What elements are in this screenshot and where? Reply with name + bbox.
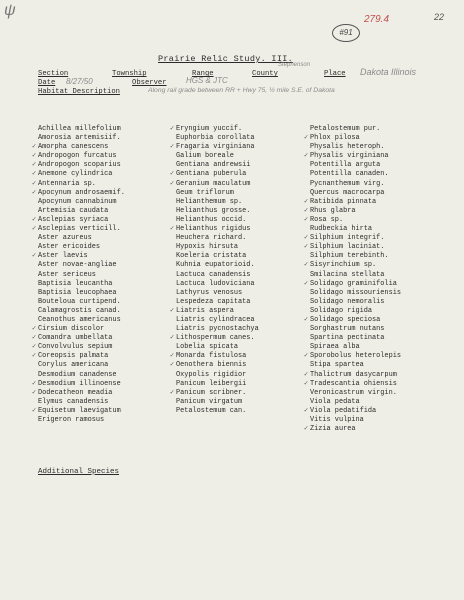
species-name: Desmodium canadense <box>38 370 117 379</box>
check-mark-icon: ✓ <box>32 325 37 334</box>
species-row <box>38 289 125 298</box>
place-value: Dakota Illinois <box>360 67 417 77</box>
check-mark-icon: ✓ <box>32 215 37 224</box>
species-row <box>310 289 401 298</box>
species-name: Physalis virginiana <box>310 152 389 161</box>
species-row <box>304 315 401 325</box>
species-name: Aster novae-angliae <box>38 261 117 270</box>
species-name: Oenothera biennis <box>176 361 247 370</box>
species-row <box>170 334 259 343</box>
species-name: Sisyrinchium sp. <box>310 261 377 270</box>
species-row <box>310 189 401 198</box>
species-row <box>310 298 401 307</box>
corner-pencil-mark: ψ <box>4 2 16 19</box>
species-name: Andropogon scoparius <box>38 161 121 170</box>
species-row <box>304 243 401 252</box>
species-name: Liatris cylindracea <box>176 315 255 324</box>
species-name: Apocynum cannabinum <box>38 197 117 206</box>
species-name: Silphium terebinth. <box>310 252 389 261</box>
species-row <box>170 306 259 316</box>
species-row <box>38 361 125 370</box>
check-mark-icon: ✓ <box>304 243 309 252</box>
species-row <box>170 388 259 398</box>
species-row <box>38 134 125 143</box>
species-row <box>310 161 401 170</box>
species-column-3 <box>304 125 401 434</box>
species-row <box>32 379 125 389</box>
species-row <box>32 325 125 334</box>
check-mark-icon: ✓ <box>304 379 309 388</box>
page-title: Prairie Relic Study. III. <box>158 54 294 64</box>
species-name: Asclepias verticill. <box>38 225 121 234</box>
species-row <box>176 371 259 380</box>
check-mark-icon: ✓ <box>304 261 309 270</box>
species-name: Galium boreale <box>176 152 234 161</box>
species-row <box>32 388 125 398</box>
species-name: Helianthus rigidus <box>176 225 251 234</box>
species-name: Quercus macrocarpa <box>310 188 385 197</box>
species-name: Panicum virgatum <box>176 397 243 406</box>
species-name: Gentiana puberula <box>176 170 247 179</box>
check-mark-icon: ✓ <box>32 225 37 234</box>
check-mark-icon: ✓ <box>32 152 37 161</box>
species-row <box>310 361 401 370</box>
species-row <box>304 261 401 270</box>
species-name: Smilacina stellata <box>310 270 385 279</box>
check-mark-icon: ✓ <box>304 197 309 206</box>
circled-record-number: #91 <box>332 24 360 42</box>
species-row <box>310 398 401 407</box>
check-mark-icon: ✓ <box>304 279 309 288</box>
species-name: Ceanothus americanus <box>38 315 121 324</box>
species-name: Baptisia leucophaea <box>38 288 117 297</box>
species-row <box>176 198 259 207</box>
species-name: Liatris aspera <box>176 306 234 315</box>
species-row <box>32 352 125 361</box>
species-name: Achillea millefolium <box>38 125 121 133</box>
species-row <box>304 197 401 207</box>
species-row <box>304 279 401 289</box>
species-row <box>38 243 125 252</box>
species-name: Hypoxis hirsuta <box>176 243 239 252</box>
species-name: Eryngium yuccif. <box>176 125 243 133</box>
species-name: Rosa sp. <box>310 215 344 224</box>
species-name: Baptisia leucantha <box>38 279 113 288</box>
check-mark-icon: ✓ <box>170 361 175 370</box>
species-row <box>176 161 259 170</box>
habitat-label: Habitat Description <box>38 88 120 96</box>
date-value: 8/27/50 <box>66 77 93 86</box>
check-mark-icon: ✓ <box>170 125 175 133</box>
species-name: Lactuca ludoviciana <box>176 279 255 288</box>
species-column-1 <box>32 125 125 425</box>
page-number: 22 <box>434 12 445 22</box>
species-row <box>310 416 401 425</box>
species-row <box>38 298 125 307</box>
check-mark-icon: ✓ <box>170 306 175 315</box>
check-mark-icon: ✓ <box>170 143 175 152</box>
check-mark-icon: ✓ <box>304 315 309 324</box>
species-row <box>304 234 401 243</box>
species-name: Elymus canadensis <box>38 397 109 406</box>
species-name: Geranium maculatum <box>176 179 251 188</box>
species-row <box>310 143 401 152</box>
species-row <box>310 125 401 134</box>
species-row <box>176 298 259 307</box>
additional-species-label: Additional Species <box>38 468 120 476</box>
species-name: Convolvulus sepium <box>38 343 113 352</box>
species-row <box>32 170 125 179</box>
species-row <box>176 216 259 225</box>
species-name: Viola pedata <box>310 397 360 406</box>
species-name: Kuhnia eupatorioid. <box>176 261 255 270</box>
species-name: Lithospermum canes. <box>176 334 255 343</box>
species-row <box>32 343 125 352</box>
habitat-value: Along rail grade between RR + Hwy 75, ½ mile S.E. of Dakota <box>148 87 335 94</box>
species-name: Solidago speciosa <box>310 315 381 324</box>
species-row <box>170 179 259 189</box>
species-row <box>176 152 259 161</box>
species-row <box>176 234 259 243</box>
species-name: Viola pedatifida <box>310 406 377 415</box>
red-catalog-number: 279.4 <box>364 14 390 25</box>
species-row <box>170 352 259 361</box>
species-name: Lobelia spicata <box>176 343 239 352</box>
species-name: Artemisia caudata <box>38 206 109 215</box>
species-name: Petalostemum can. <box>176 406 247 415</box>
species-name: Solidago missouriensis <box>310 288 401 297</box>
species-row <box>38 198 125 207</box>
species-name: Coreopsis palmata <box>38 352 109 361</box>
species-name: Vitis vulpina <box>310 416 364 424</box>
check-mark-icon: ✓ <box>304 206 309 215</box>
species-row <box>32 252 125 261</box>
species-name: Pycnanthemum virg. <box>310 179 385 188</box>
place-label: Place <box>324 70 346 78</box>
species-row <box>38 261 125 270</box>
species-name: Stipa spartea <box>310 361 364 370</box>
check-mark-icon: ✓ <box>32 161 37 170</box>
species-name: Andropogon furcatus <box>38 152 117 161</box>
species-row <box>38 307 125 316</box>
species-name: Solidago graminifolia <box>310 279 397 288</box>
species-name: Fragaria virginiana <box>176 143 255 152</box>
species-name: Antennaria sp. <box>38 179 96 188</box>
species-name: Aster laevis <box>38 252 88 261</box>
species-row <box>176 380 259 389</box>
species-name: Helianthus grosse. <box>176 206 251 215</box>
species-row <box>32 334 125 343</box>
township-label: Township <box>112 70 147 78</box>
species-row <box>310 225 401 234</box>
species-name: Geum triflorum <box>176 188 234 197</box>
species-name: Rhus glabra <box>310 206 356 215</box>
species-row <box>310 252 401 261</box>
species-row <box>32 143 125 152</box>
species-row <box>38 234 125 243</box>
species-row <box>38 398 125 407</box>
species-row <box>38 280 125 289</box>
species-name: Ratibida pinnata <box>310 197 377 206</box>
species-row <box>38 125 125 134</box>
species-row <box>176 252 259 261</box>
species-row <box>38 271 125 280</box>
species-row <box>176 407 259 416</box>
species-name: Dodecatheon meadia <box>38 388 113 397</box>
species-name: Zizia aurea <box>310 425 356 434</box>
species-name: Asclepias syriaca <box>38 215 109 224</box>
species-name: Potentilla arguta <box>310 161 381 170</box>
check-mark-icon: ✓ <box>32 170 37 179</box>
check-mark-icon: ✓ <box>170 179 175 188</box>
species-name: Koeleria cristata <box>176 252 247 261</box>
species-name: Oxypolis rigidior <box>176 370 247 379</box>
species-row <box>32 179 125 189</box>
species-name: Calamagrostis canad. <box>38 306 121 315</box>
species-row <box>176 316 259 325</box>
species-row <box>310 307 401 316</box>
species-row <box>32 406 125 416</box>
species-row <box>176 207 259 216</box>
species-name: Petalostemum pur. <box>310 125 381 133</box>
species-row <box>170 361 259 370</box>
species-row <box>170 143 259 152</box>
species-name: Veronicastrum virgin. <box>310 388 397 397</box>
species-row <box>176 189 259 198</box>
species-name: Sporobolus heterolepis <box>310 352 401 361</box>
species-name: Tradescantia ohiensis <box>310 379 397 388</box>
species-name: Aster ericoides <box>38 243 101 252</box>
species-name: Panicum scribner. <box>176 388 247 397</box>
species-name: Solidago rigida <box>310 306 373 315</box>
species-name: Thalictrum dasycarpum <box>310 370 397 379</box>
species-row <box>310 325 401 334</box>
check-mark-icon: ✓ <box>32 334 37 343</box>
check-mark-icon: ✓ <box>304 234 309 243</box>
check-mark-icon: ✓ <box>32 252 37 261</box>
check-mark-icon: ✓ <box>32 388 37 397</box>
species-row <box>304 425 401 434</box>
species-name: Spartina pectinata <box>310 334 385 343</box>
species-name: Corylus americana <box>38 361 109 370</box>
county-label: County <box>252 70 278 78</box>
species-row <box>310 271 401 280</box>
species-name: Phlox pilosa <box>310 134 360 143</box>
species-row <box>304 352 401 361</box>
species-row <box>32 215 125 225</box>
species-row <box>310 389 401 398</box>
section-label: Section <box>38 70 69 78</box>
check-mark-icon: ✓ <box>32 379 37 388</box>
species-row <box>304 206 401 216</box>
range-label: Range <box>192 70 214 78</box>
species-row <box>304 370 401 380</box>
species-name: Helianthemum sp. <box>176 197 243 206</box>
species-row <box>32 161 125 170</box>
check-mark-icon: ✓ <box>170 170 175 179</box>
species-name: Panicum leibergii <box>176 379 247 388</box>
species-name: Aster sericeus <box>38 270 96 279</box>
date-label: Date <box>38 79 56 87</box>
species-row <box>176 289 259 298</box>
species-row <box>310 170 401 179</box>
check-mark-icon: ✓ <box>170 225 175 234</box>
check-mark-icon: ✓ <box>32 406 37 415</box>
species-row <box>170 225 259 234</box>
species-row <box>170 170 259 179</box>
observer-label: Observer <box>132 79 167 87</box>
species-name: Lathyrus venosus <box>176 288 243 297</box>
species-name: Bouteloua curtipend. <box>38 297 121 306</box>
species-row <box>176 261 259 270</box>
species-name: Anemone cylindrica <box>38 170 113 179</box>
species-row <box>304 134 401 143</box>
species-name: Amorpha canescens <box>38 143 109 152</box>
check-mark-icon: ✓ <box>304 152 309 161</box>
species-row <box>176 134 259 143</box>
species-name: Euphorbia corollata <box>176 134 255 143</box>
county-handwritten: Stephenson <box>278 62 311 68</box>
species-name: Lespedeza capitata <box>176 297 251 306</box>
check-mark-icon: ✓ <box>32 352 37 361</box>
species-name: Monarda fistulosa <box>176 352 247 361</box>
species-row <box>304 379 401 389</box>
species-name: Comandra umbellata <box>38 334 113 343</box>
species-name: Silphium integrif. <box>310 234 385 243</box>
species-row <box>32 152 125 161</box>
species-row <box>176 271 259 280</box>
species-name: Spiraea alba <box>310 343 360 352</box>
species-name: Desmodium illinoense <box>38 379 121 388</box>
species-row <box>304 152 401 161</box>
species-name: Erigeron ramosus <box>38 416 105 424</box>
species-name: Sorghastrum nutans <box>310 325 385 334</box>
check-mark-icon: ✓ <box>170 388 175 397</box>
species-name: Amorosia artemisiif. <box>38 134 121 143</box>
species-row <box>176 343 259 352</box>
species-row <box>310 343 401 352</box>
check-mark-icon: ✓ <box>304 134 309 143</box>
species-name: Cirsium discolor <box>38 325 105 334</box>
species-row <box>304 406 401 416</box>
species-name: Physalis heteroph. <box>310 143 385 152</box>
check-mark-icon: ✓ <box>304 215 309 224</box>
species-row <box>38 416 125 425</box>
species-name: Aster azureus <box>38 234 92 243</box>
species-name: Silphium laciniat. <box>310 243 385 252</box>
species-column-2 <box>170 125 259 416</box>
check-mark-icon: ✓ <box>32 188 37 197</box>
check-mark-icon: ✓ <box>304 352 309 361</box>
species-row <box>304 215 401 225</box>
species-row <box>310 180 401 189</box>
species-row <box>176 325 259 334</box>
species-row <box>176 398 259 407</box>
species-name: Helianthus occid. <box>176 215 247 224</box>
species-row <box>32 188 125 198</box>
species-name: Rudbeckia hirta <box>310 225 373 234</box>
species-row <box>176 243 259 252</box>
species-name: Equisetum laevigatum <box>38 406 121 415</box>
species-name: Lactuca canadensis <box>176 270 251 279</box>
species-row <box>38 371 125 380</box>
species-name: Apocynum androsaemif. <box>38 188 125 197</box>
species-row <box>38 207 125 216</box>
check-mark-icon: ✓ <box>304 425 309 434</box>
check-mark-icon: ✓ <box>170 334 175 343</box>
species-name: Gentiana andrewsii <box>176 161 251 170</box>
check-mark-icon: ✓ <box>32 179 37 188</box>
species-name: Heuchera richard. <box>176 234 247 243</box>
check-mark-icon: ✓ <box>304 370 309 379</box>
species-row <box>176 280 259 289</box>
species-name: Potentilla canaden. <box>310 170 389 179</box>
species-row <box>310 334 401 343</box>
species-row <box>38 316 125 325</box>
check-mark-icon: ✓ <box>32 343 37 352</box>
check-mark-icon: ✓ <box>304 406 309 415</box>
observer-value: HGS & JTC <box>186 76 228 85</box>
species-row <box>170 125 259 134</box>
species-name: Liatris pycnostachya <box>176 325 259 334</box>
species-name: Solidago nemoralis <box>310 297 385 306</box>
header-row <box>38 70 68 78</box>
check-mark-icon: ✓ <box>32 143 37 152</box>
check-mark-icon: ✓ <box>170 352 175 361</box>
species-row <box>32 225 125 234</box>
